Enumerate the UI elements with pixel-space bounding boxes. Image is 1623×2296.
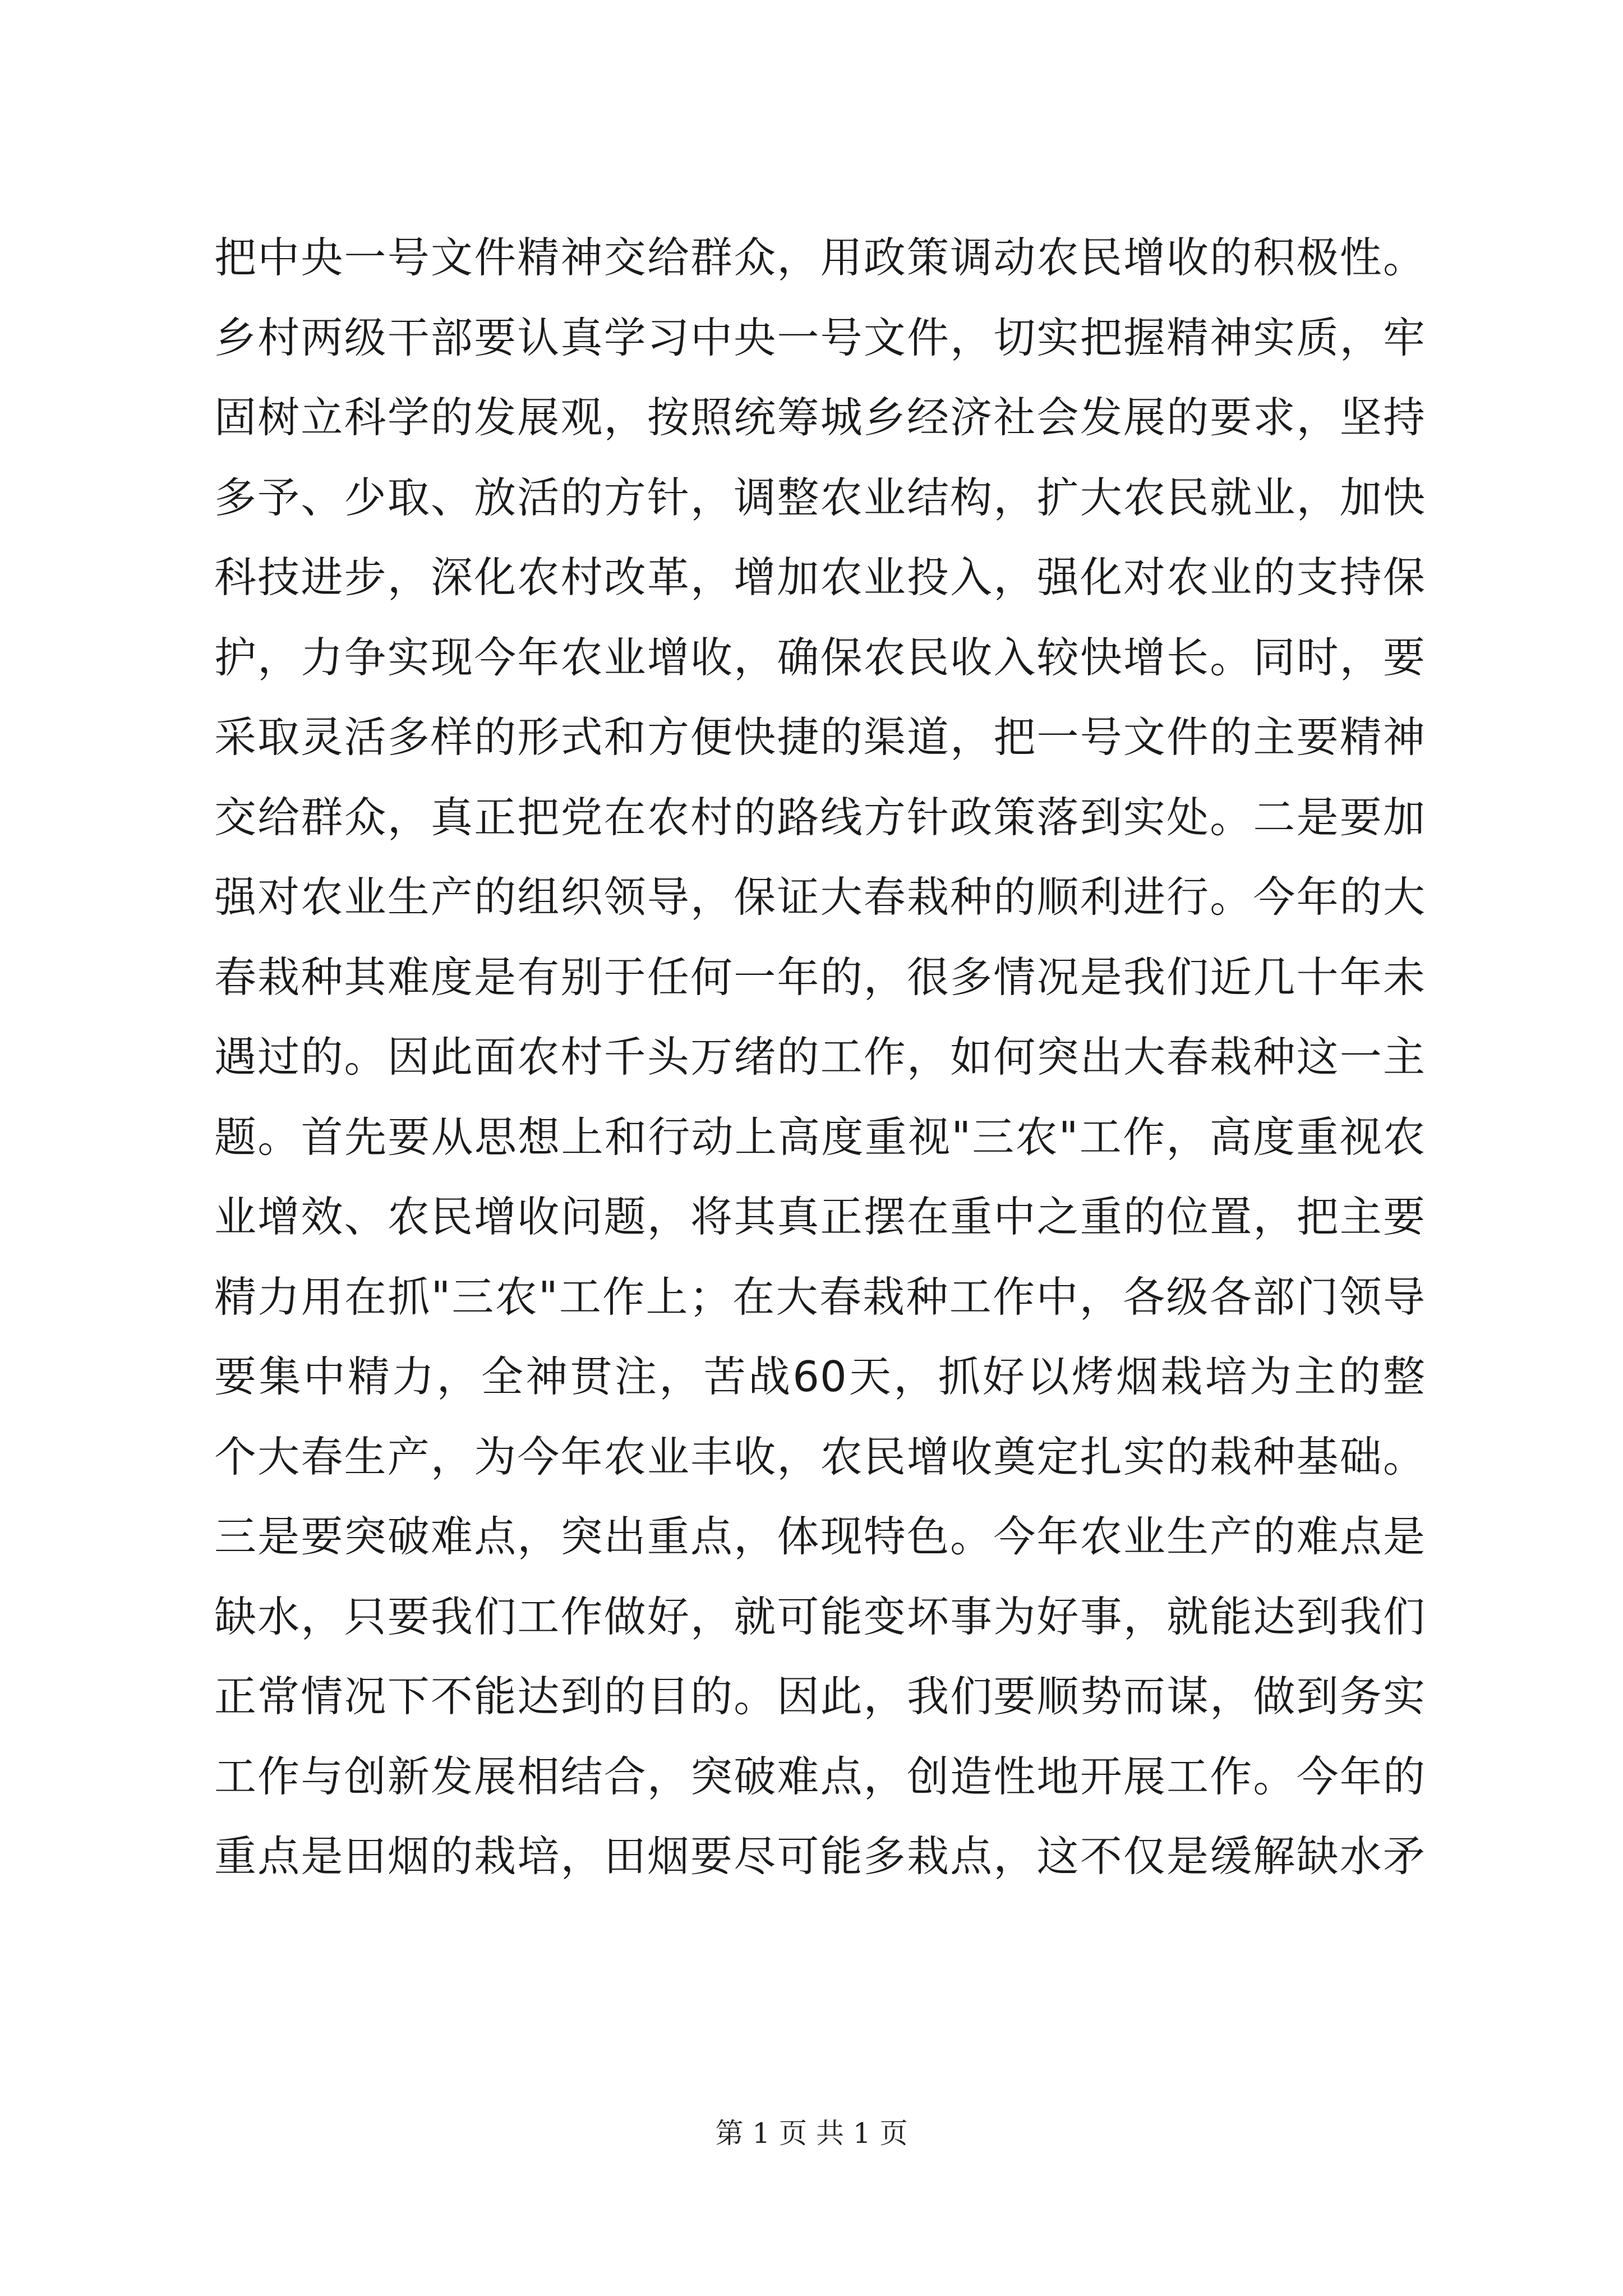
- text-line: 三是要突破难点，突出重点，体现特色。今年农业生产的难点是: [214, 1512, 1426, 1561]
- text-line: 正常情况下不能达到的目的。因此，我们要顺势而谋，做到务实: [214, 1672, 1426, 1721]
- page-footer: [0, 2114, 1623, 2153]
- text-line: 工作与创新发展相结合，突破难点，创造性地开展工作。今年的: [214, 1751, 1426, 1801]
- text-line: 春栽种其难度是有别于任何一年的，很多情况是我们近几十年未: [214, 952, 1426, 1002]
- text-line: 交给群众，真正把党在农村的路线方针政策落到实处。二是要加: [214, 792, 1426, 842]
- text-line: 题。首先要从思想上和行动上高度重视"三农"工作，高度重视农: [214, 1112, 1426, 1162]
- text-line: 精力用在抓"三农"工作上；在大春栽种工作中，各级各部门领导: [214, 1272, 1426, 1322]
- text-line: 把中央一号文件精神交给群众，用政策调动农民增收的积极性。: [214, 233, 1426, 282]
- text-line: 缺水，只要我们工作做好，就可能变坏事为好事，就能达到我们: [214, 1591, 1426, 1641]
- text-line: 护，力争实现今年农业增收，确保农民收入较快增长。同时，要: [214, 632, 1426, 682]
- text-line: 重点是田烟的栽培，田烟要尽可能多栽点，这不仅是缓解缺水矛: [214, 1832, 1426, 1881]
- text-line: 固树立科学的发展观，按照统筹城乡经济社会发展的要求，坚持: [214, 393, 1426, 442]
- text-line: 遇过的。因此面农村千头万绪的工作，如何突出大春栽种这一主: [214, 1032, 1426, 1082]
- text-line: 多予、少取、放活的方针，调整农业结构，扩大农民就业，加快: [214, 472, 1426, 522]
- text-line: 科技进步，深化农村改革，增加农业投入，强化对农业的支持保: [214, 553, 1426, 602]
- page-number-label: 第 1 页 共 1 页: [715, 2117, 908, 2150]
- text-line: 要集中精力，全神贯注，苦战60天，抓好以烤烟栽培为主的整: [214, 1352, 1426, 1401]
- text-line: 个大春生产，为今年农业丰收，农民增收奠定扎实的栽种基础。: [214, 1432, 1426, 1481]
- text-line: 强对农业生产的组织领导，保证大春栽种的顺利进行。今年的大: [214, 872, 1426, 922]
- text-line: 乡村两级干部要认真学习中央一号文件，切实把握精神实质，牢: [214, 312, 1426, 362]
- text-line: 采取灵活多样的形式和方便快捷的渠道，把一号文件的主要精神: [214, 712, 1426, 762]
- body-text: [214, 218, 1426, 1897]
- text-line: 业增效、农民增收问题，将其真正摆在重中之重的位置，把主要: [214, 1192, 1426, 1241]
